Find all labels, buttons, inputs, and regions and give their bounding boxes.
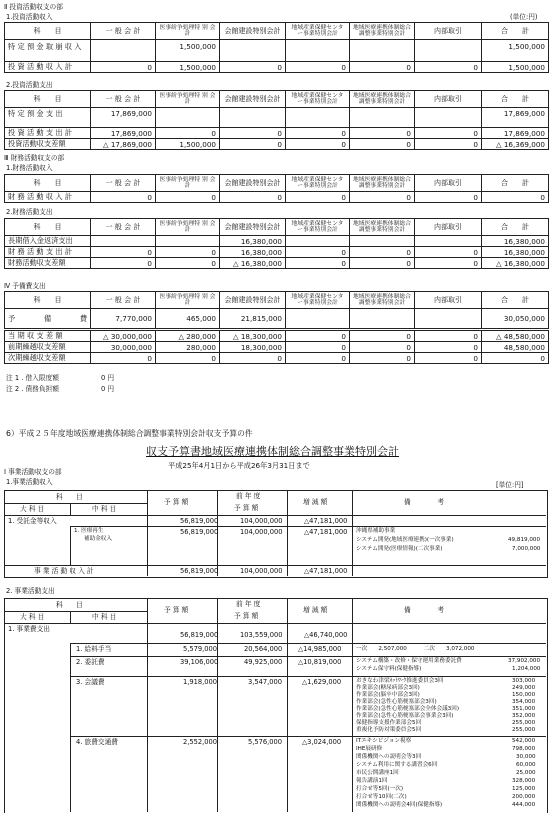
col-header-kamoku: 科 目 <box>5 175 91 192</box>
cell-value: 0 <box>286 353 350 364</box>
col-header-zen1: 前 年 度 <box>236 600 261 608</box>
note-text: ITエキシビジョン視察 <box>356 738 412 744</box>
table-header-row <box>5 91 549 108</box>
col-header-kamoku: 科 目 <box>56 601 83 609</box>
col-header-total: 合 計 <box>482 175 549 192</box>
col-header-yosan: 予 算 額 <box>164 498 189 506</box>
cell-value: 5,576,000 <box>248 738 283 746</box>
cell-value: 56,819,000 <box>180 567 219 575</box>
table-header-row <box>5 219 549 236</box>
cell-value: △10,819,000 <box>298 658 342 666</box>
col-header-kamoku: 科 目 <box>5 292 91 309</box>
note-value: 303,000 <box>512 678 536 684</box>
cell-value: 0 <box>482 353 549 364</box>
row-label: 次期繰越収支差額 <box>5 353 91 364</box>
cell-value: 16,380,000 <box>482 247 549 258</box>
table-row <box>5 353 549 364</box>
col-header-yosan: 予 算 額 <box>164 606 189 614</box>
col-header-zougen: 増 減 額 <box>303 606 328 614</box>
cell-value: 3,547,000 <box>248 678 283 686</box>
note-value: 60,000 <box>516 762 536 768</box>
row-label: 投資活動収支差額 <box>5 139 91 150</box>
note-text: IHE展研修 <box>356 746 383 752</box>
row-label: 投 資 活 動 収 入 計 <box>5 62 91 73</box>
table-header-row <box>5 23 549 40</box>
investment-income-table <box>4 22 549 73</box>
table-row <box>5 40 549 62</box>
cell-value: 0 <box>350 192 415 203</box>
cell-value: 0 <box>286 139 350 150</box>
cell-value: 18,300,000 <box>220 342 286 353</box>
note-value: 255,000 <box>512 720 536 726</box>
note-value: 352,000 <box>512 713 536 719</box>
note-text: 作業部会(脳卒中部会3回) <box>356 692 420 698</box>
cell-value: 0 <box>415 331 482 342</box>
col-header-internal: 内部取引 <box>415 292 482 309</box>
expense-chu-salary: 1. 給料手当 <box>76 645 112 653</box>
table-header-row <box>5 292 549 309</box>
subsection-investment-income: 1.投資活動収入 <box>6 13 53 21</box>
row-label: 投 資 活 動 支 出 計 <box>5 128 91 139</box>
cell-value <box>350 236 415 247</box>
cell-value: 0 <box>415 247 482 258</box>
note-value: 30,000 <box>516 754 536 760</box>
cell-value: △47,181,000 <box>304 567 348 575</box>
col-header-regional: 地域医療連携体制総合調整事業特別会計 <box>350 23 415 40</box>
note-text: 保健指導支援作業部会5回 <box>356 720 422 726</box>
cell-value: 20,564,000 <box>244 645 283 653</box>
row-label: 財務活動収支差額 <box>5 258 91 269</box>
note-text: 重複化予防対策委員会5回 <box>356 727 422 733</box>
unit-label: (単位:円) <box>510 13 538 21</box>
col-header-industrial: 地域産業保健センター事業特別会計 <box>286 91 350 108</box>
cell-value: 103,559,000 <box>240 631 283 639</box>
cell-value: 0 <box>350 258 415 269</box>
period-label: 平成25年4月1日から平成26年3月31日まで <box>168 461 310 470</box>
col-header-zen2: 予 算 額 <box>234 504 259 512</box>
cell-value: △1,629,000 <box>302 678 342 686</box>
subsection-finance-expense: 2.財務活動支出 <box>6 208 53 216</box>
col-header-biko: 備 考 <box>404 498 445 506</box>
cell-value: 0 <box>91 258 156 269</box>
note-text: 作業部会(糖尿病部会3回) <box>356 685 420 691</box>
finance-income-table <box>4 174 549 203</box>
cell-value <box>286 309 350 329</box>
cell-value: 0 <box>156 192 220 203</box>
col-header-zougen: 増 減 額 <box>303 498 328 506</box>
note-value: 37,902,000 <box>508 658 541 664</box>
note-value: 49,819,000 <box>508 537 541 543</box>
col-header-internal: 内部取引 <box>415 219 482 236</box>
note-text: 関係機関への説明会4回(保健指導) <box>356 802 443 808</box>
row-label: 前期繰越収支差額 <box>5 342 91 353</box>
cell-value: 0 <box>415 258 482 269</box>
col-header-general: 一 般 会 計 <box>91 292 156 309</box>
col-header-internal: 内部取引 <box>415 23 482 40</box>
row-label: 長期借入金返済支出 <box>5 236 91 247</box>
cell-value: 0 <box>350 247 415 258</box>
col-header-kamoku: 科 目 <box>5 91 91 108</box>
col-header-total: 合 計 <box>482 23 549 40</box>
cell-value: 0 <box>350 62 415 73</box>
col-header-building: 会館建設特別会計 <box>220 175 286 192</box>
cell-value: 0 <box>220 62 286 73</box>
cell-value: 39,106,000 <box>180 658 219 666</box>
cell-value: △47,181,000 <box>304 517 348 525</box>
cell-value: 0 <box>286 342 350 353</box>
note-value: 25,000 <box>516 770 536 776</box>
col-header-chu: 中 科 目 <box>92 613 117 621</box>
col-header-general: 一 般 会 計 <box>91 23 156 40</box>
col-header-zen2: 予 算 額 <box>234 612 259 620</box>
cell-value: 17,869,000 <box>91 108 156 128</box>
col-header-industrial: 地域産業保健センター事業特別会計 <box>286 23 350 40</box>
cell-value <box>350 108 415 128</box>
cell-value: 0 <box>156 353 220 364</box>
cell-value: △ 30,000,000 <box>91 331 156 342</box>
cell-value: 56,819,000 <box>180 517 219 525</box>
cell-value: 0 <box>286 331 350 342</box>
subsection-investment-expense: 2.投資活動支出 <box>6 81 53 89</box>
col-header-internal: 内部取引 <box>415 91 482 108</box>
col-header-internal: 内部取引 <box>415 175 482 192</box>
cell-value: 0 <box>156 128 220 139</box>
section-title-reserve: Ⅳ 予備費支出 <box>4 282 46 290</box>
cell-value: 465,000 <box>156 309 220 329</box>
cell-value: 48,580,000 <box>482 342 549 353</box>
cell-value: 30,050,000 <box>482 309 549 329</box>
col-header-general: 一 般 会 計 <box>91 91 156 108</box>
cell-value: △3,024,000 <box>302 738 342 746</box>
cell-value <box>415 40 482 62</box>
income-dai-label: 1. 受託金等収入 <box>8 517 57 525</box>
note-text: 報告講演1回 <box>356 778 388 784</box>
note-borrowing-limit-value: 0 円 <box>101 374 115 382</box>
col-header-industrial: 地域産業保健センター事業特別会計 <box>286 292 350 309</box>
income-chu-label-2: 補助金収入 <box>84 536 112 542</box>
note-value: 125,000 <box>512 786 536 792</box>
col-header-regional: 地域医療連携体制総合調整事業特別会計 <box>350 175 415 192</box>
table-row <box>5 309 549 329</box>
expense-chu-meeting: 3. 会議費 <box>76 678 105 686</box>
cell-value: 56,819,000 <box>180 528 219 536</box>
note-text: システム開発(地域医療連携)(一次事業) <box>356 537 454 543</box>
table-row <box>5 236 549 247</box>
row-label: 特 定 預 金 取 崩 収 入 <box>5 40 91 62</box>
note-text: 作業部会(急性心筋梗塞部会事業会3回) <box>356 713 454 719</box>
cell-value: 0 <box>156 247 220 258</box>
cell-value: 0 <box>415 192 482 203</box>
cell-value <box>415 236 482 247</box>
table-row <box>5 342 549 353</box>
table-row <box>5 62 549 73</box>
cell-value: △ 48,580,000 <box>482 331 549 342</box>
table-row <box>5 128 549 139</box>
cell-value: 7,770,000 <box>91 309 156 329</box>
cell-value: △14,985,000 <box>298 645 342 653</box>
note-value: 542,000 <box>512 738 536 744</box>
cell-value: 1,500,000 <box>156 62 220 73</box>
subsection-finance-income: 1.財務活動収入 <box>6 164 53 172</box>
note-text: 打合せ等10回(二次) <box>356 794 407 800</box>
cell-value <box>91 236 156 247</box>
col-header-zen1: 前 年 度 <box>236 492 261 500</box>
col-header-general: 一 般 会 計 <box>91 175 156 192</box>
col-header-total: 合 計 <box>482 292 549 309</box>
investment-expense-table <box>4 90 549 150</box>
row-label: 当 期 収 支 差 額 <box>5 331 91 342</box>
note-text: 市民公開講座1回 <box>356 770 399 776</box>
cell-value: 0 <box>220 192 286 203</box>
note-value: 328,000 <box>512 778 536 784</box>
finance-expense-table <box>4 218 549 269</box>
cell-value: 17,869,000 <box>91 128 156 139</box>
note-value: 150,000 <box>512 692 536 698</box>
cell-value: 0 <box>350 331 415 342</box>
col-header-general: 一 般 会 計 <box>91 219 156 236</box>
row-label: 特 定 預 金 支 出 <box>5 108 91 128</box>
cell-value <box>415 309 482 329</box>
cell-value: 17,869,000 <box>482 108 549 128</box>
cell-value: 16,380,000 <box>220 247 286 258</box>
unit-label-2: [単位:円] <box>496 481 524 489</box>
note-text: 一次 2,507,000 二次 3,072,000 <box>356 646 475 652</box>
note-text: 沖縄県補助事業 <box>356 528 396 534</box>
cell-value <box>156 236 220 247</box>
cell-value: △ 16,380,000 <box>482 258 549 269</box>
col-header-biko: 備 考 <box>404 606 445 614</box>
col-header-building: 会館建設特別会計 <box>220 91 286 108</box>
col-header-kamoku: 科 目 <box>56 493 83 501</box>
note-value: 7,000,000 <box>512 546 541 552</box>
cell-value: 0 <box>91 353 156 364</box>
cell-value: 0 <box>91 192 156 203</box>
cell-value: 5,579,000 <box>183 645 218 653</box>
col-header-dispute: 医事紛争処理特 別 会 計 <box>156 23 220 40</box>
cell-value: 56,819,000 <box>180 631 219 639</box>
note-text: システム構築・改修・保守運用業務委託費 <box>356 658 462 664</box>
income-chu-label-1: 1. 医療再生 <box>74 528 104 534</box>
cell-value: 104,000,000 <box>240 567 283 575</box>
cell-value: 17,869,000 <box>482 128 549 139</box>
cell-value: 1,500,000 <box>156 139 220 150</box>
cell-value: 0 <box>350 353 415 364</box>
row-label: 財 務 活 動 収 入 計 <box>5 192 91 203</box>
table-row <box>5 331 549 342</box>
note-text: 作業部会(急性心筋梗塞部会3回) <box>356 699 437 705</box>
col-header-total: 合 計 <box>482 91 549 108</box>
note-text: システム開発(医療情報)(二次事業) <box>356 546 443 552</box>
col-header-regional: 地域医療連携体制総合調整事業特別会計 <box>350 91 415 108</box>
cell-value <box>286 108 350 128</box>
note-value: 249,000 <box>512 685 536 691</box>
cell-value: 0 <box>156 258 220 269</box>
cell-value: 0 <box>350 128 415 139</box>
cell-value: 0 <box>415 342 482 353</box>
col-header-dispute: 医事紛争処理特 別 会 計 <box>156 292 220 309</box>
note-value: 1,204,000 <box>512 666 541 672</box>
note-text: システム利用に関する講習会6回 <box>356 762 438 768</box>
row-label: 財 務 活 動 支 出 計 <box>5 247 91 258</box>
cell-value: 0 <box>91 247 156 258</box>
note-value: 351,000 <box>512 706 536 712</box>
cell-value: 1,918,000 <box>183 678 218 686</box>
cell-value: 1,500,000 <box>156 40 220 62</box>
col-header-dispute: 医事紛争処理特 別 会 計 <box>156 219 220 236</box>
col-header-total: 合 計 <box>482 219 549 236</box>
table-row <box>5 247 549 258</box>
expense-chu-outsourcing: 2. 委託費 <box>76 658 105 666</box>
section-title-finance: Ⅲ 財務活動収支の部 <box>4 154 65 162</box>
table-row <box>5 192 549 203</box>
cell-value <box>91 40 156 62</box>
cell-value: △ 18,300,000 <box>220 331 286 342</box>
col-header-chu: 中 科 目 <box>92 505 117 513</box>
col-header-building: 会館建設特別会計 <box>220 23 286 40</box>
cell-value: 1,500,000 <box>482 40 549 62</box>
cell-value: 0 <box>220 139 286 150</box>
expense-chu-travel: 4. 旅費交通費 <box>76 738 118 746</box>
subsection-operations-expense: 2. 事業活動支出 <box>6 587 55 595</box>
note-debt-label: 注 2 . 債務負担額 <box>6 385 59 393</box>
cell-value <box>415 108 482 128</box>
reserve-table <box>4 291 549 329</box>
cell-value: 0 <box>482 192 549 203</box>
cell-value: 21,815,000 <box>220 309 286 329</box>
note-text: 関係機関への説明会等3回 <box>356 754 422 760</box>
cell-value: △ 16,369,000 <box>482 139 549 150</box>
cell-value <box>350 309 415 329</box>
table-row <box>5 258 549 269</box>
cell-value: 0 <box>415 128 482 139</box>
cell-value: 0 <box>220 128 286 139</box>
note-text: 作業部会(急性心筋梗塞部会全体会議3回) <box>356 706 460 712</box>
col-header-industrial: 地域産業保健センター事業特別会計 <box>286 175 350 192</box>
cell-value: 0 <box>220 353 286 364</box>
cell-value: △ 280,000 <box>156 331 220 342</box>
table-row <box>5 139 549 150</box>
note-value: 444,000 <box>512 802 536 808</box>
col-header-dispute: 医事紛争処理特 別 会 計 <box>156 91 220 108</box>
cell-value <box>220 108 286 128</box>
cell-value: △47,181,000 <box>304 528 348 536</box>
document-title: 収支予算書地域医療連携体制総合調整事業特別会計 <box>146 445 399 458</box>
col-header-dai: 大 科 目 <box>20 613 45 621</box>
cell-value <box>156 108 220 128</box>
cell-value: 16,380,000 <box>482 236 549 247</box>
cell-value: 0 <box>415 62 482 73</box>
cell-value: △46,740,000 <box>304 631 348 639</box>
cell-value: 280,000 <box>156 342 220 353</box>
col-header-industrial: 地域産業保健センター事業特別会計 <box>286 219 350 236</box>
cell-value <box>350 40 415 62</box>
cell-value: 0 <box>286 247 350 258</box>
table-row <box>5 108 549 128</box>
cell-value: 2,552,000 <box>183 738 218 746</box>
cell-value: 30,000,000 <box>91 342 156 353</box>
cell-value: 1,500,000 <box>482 62 549 73</box>
note-value: 798,000 <box>512 746 536 752</box>
cell-value <box>286 236 350 247</box>
note-text: システム保守料(保健指導) <box>356 666 422 672</box>
note-value: 354,000 <box>512 699 536 705</box>
col-header-dai: 大 科 目 <box>20 505 45 513</box>
cell-value: 0 <box>91 62 156 73</box>
col-header-kamoku: 科 目 <box>5 219 91 236</box>
cell-value: 0 <box>415 139 482 150</box>
expense-dai-label: 1. 事業費支出 <box>8 625 50 633</box>
section-heading: 6）平成２５年度地域医療連携体制総合調整事業特別会計収支予算の件 <box>6 429 253 438</box>
subsection-operations-income: 1.事業活動収入 <box>6 478 53 486</box>
note-debt-value: 0 円 <box>101 385 115 393</box>
cell-value: 104,000,000 <box>240 517 283 525</box>
cell-value: 0 <box>415 353 482 364</box>
income-total-label: 事 業 活 動 収 入 計 <box>34 567 94 575</box>
note-value: 255,000 <box>512 727 536 733</box>
cell-value: 104,000,000 <box>240 528 283 536</box>
cell-value <box>286 40 350 62</box>
col-header-regional: 地域医療連携体制総合調整事業特別会計 <box>350 292 415 309</box>
cell-value: 0 <box>286 62 350 73</box>
cell-value: 16,380,000 <box>220 236 286 247</box>
note-text: おきなわ津梁ﾈｯﾄﾜｰｸ推進委員会3回 <box>356 678 444 684</box>
cell-value: 0 <box>350 342 415 353</box>
col-header-building: 会館建設特別会計 <box>220 292 286 309</box>
col-header-dispute: 医事紛争処理特 別 会 計 <box>156 175 220 192</box>
cell-value: 0 <box>286 258 350 269</box>
col-header-kamoku: 科 目 <box>5 23 91 40</box>
note-value: 200,000 <box>512 794 536 800</box>
balance-table <box>4 330 549 364</box>
section-title-operations: Ⅰ 事業活動収支の部 <box>4 468 62 476</box>
cell-value: △ 16,380,000 <box>220 258 286 269</box>
cell-value: 0 <box>286 192 350 203</box>
cell-value: △ 17,869,000 <box>91 139 156 150</box>
col-header-regional: 地域医療連携体制総合調整事業特別会計 <box>350 219 415 236</box>
note-text: 打合せ等5回(一次) <box>356 786 404 792</box>
cell-value: 0 <box>286 128 350 139</box>
section-title-investment: Ⅱ 投資活動収支の部 <box>4 3 63 11</box>
cell-value: 49,925,000 <box>244 658 283 666</box>
table-header-row <box>5 175 549 192</box>
cell-value: 0 <box>350 139 415 150</box>
cell-value <box>220 40 286 62</box>
note-borrowing-limit-label: 注 1 . 借入限度額 <box>6 374 59 382</box>
col-header-building: 会館建設特別会計 <box>220 219 286 236</box>
row-label: 予 備 費 <box>5 309 91 329</box>
